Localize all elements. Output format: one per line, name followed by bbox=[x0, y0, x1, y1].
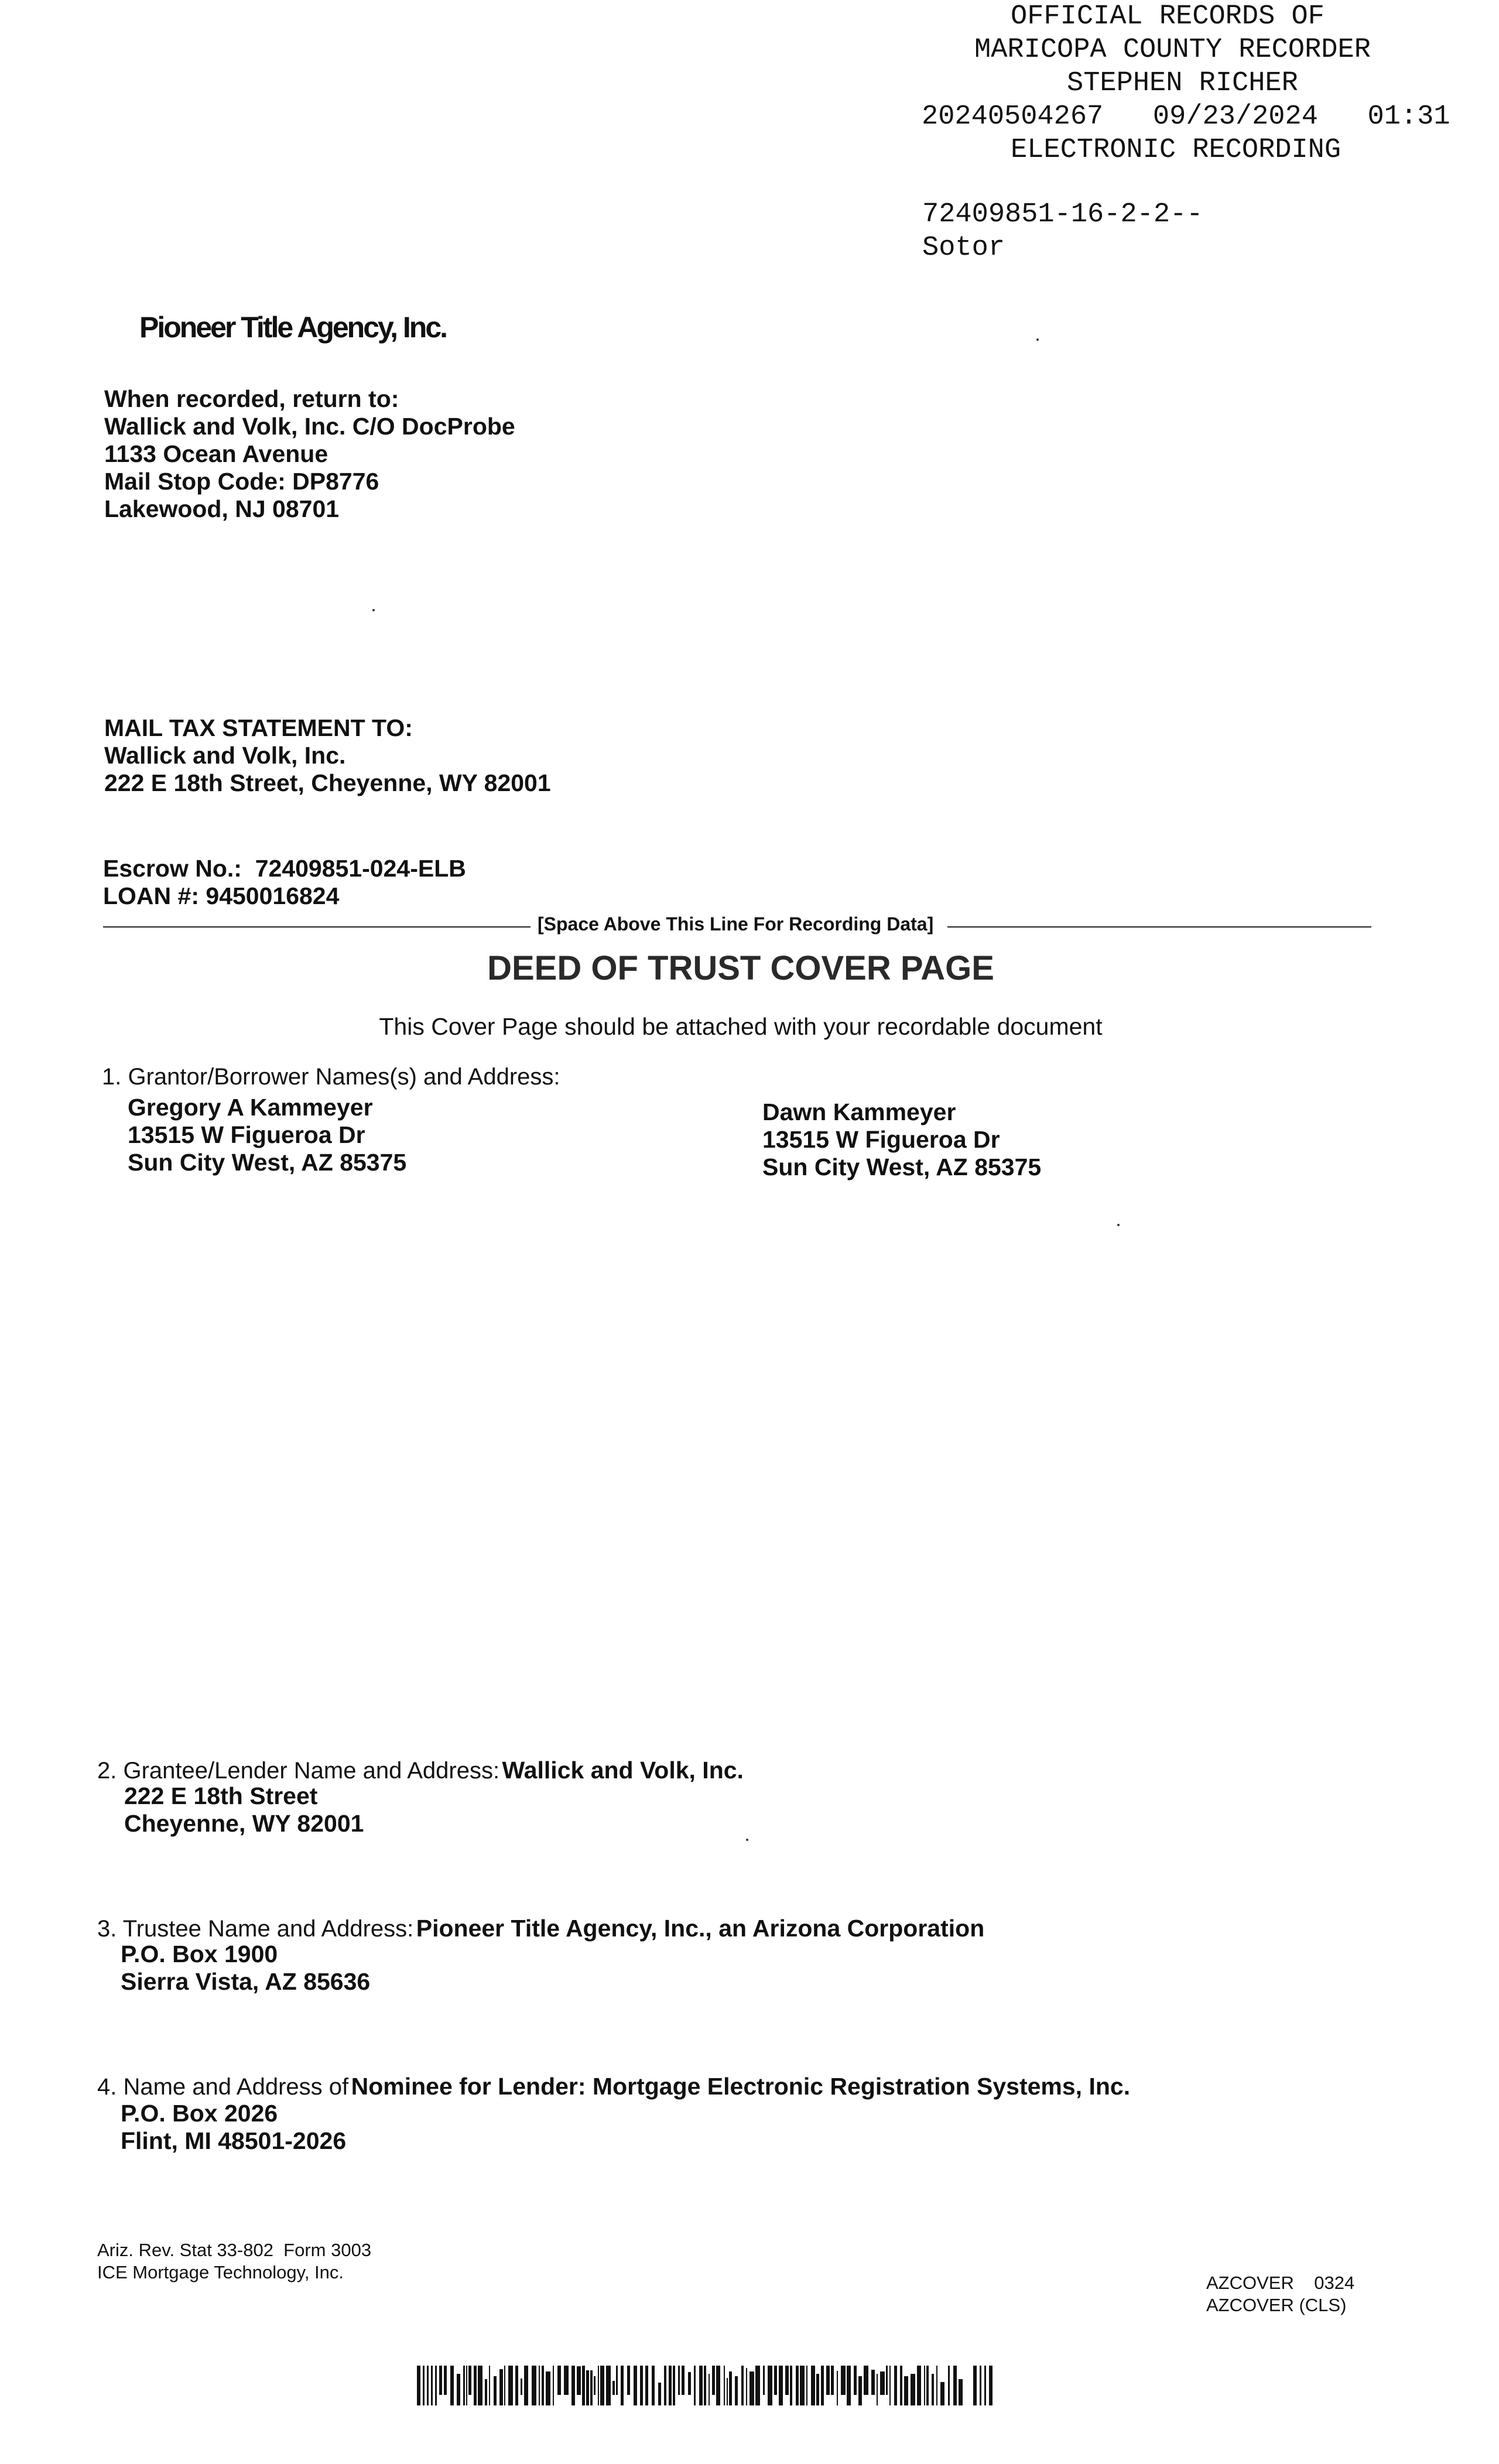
escrow-number: Escrow No.: 72409851-024-ELB bbox=[103, 855, 466, 882]
nominee-address-line: Flint, MI 48501-2026 bbox=[121, 2127, 347, 2154]
trustee-address-line: P.O. Box 1900 bbox=[121, 1941, 278, 1967]
borrower-street: 13515 W Figueroa Dr bbox=[762, 1126, 1000, 1153]
stamp-line-county: MARICOPA COUNTY RECORDER bbox=[974, 35, 1371, 66]
stamp-reference bbox=[922, 198, 1203, 265]
grantee-address-line: 222 E 18th Street bbox=[124, 1782, 318, 1809]
escrow-block bbox=[103, 855, 466, 910]
loan-number: LOAN #: 9450016824 bbox=[103, 882, 340, 909]
nominee-address-line: P.O. Box 2026 bbox=[121, 2100, 278, 2127]
borrower-address bbox=[762, 1098, 1041, 1181]
return-to-line: Wallick and Volk, Inc. C/O DocProbe bbox=[104, 413, 515, 440]
trustee-address-line: Sierra Vista, AZ 85636 bbox=[121, 1968, 371, 1995]
stamp-line-official: OFFICIAL RECORDS OF bbox=[1011, 1, 1325, 32]
cover-form-code bbox=[1206, 2272, 1354, 2316]
grantee-address bbox=[124, 1782, 364, 1837]
agency-logo: Pioneer Title Agency, Inc. bbox=[139, 311, 447, 344]
tax-statement-block bbox=[104, 714, 551, 797]
stamp-reference-number: 72409851-16-2-2-- bbox=[922, 199, 1203, 230]
stamp-line-number-date: 20240504267 09/23/2024 01:31 bbox=[922, 101, 1450, 132]
form-info bbox=[97, 2239, 371, 2284]
return-to-block bbox=[104, 385, 515, 523]
return-to-line: Mail Stop Code: DP8776 bbox=[104, 468, 379, 495]
cover-code-line: AZCOVER 0324 bbox=[1206, 2273, 1355, 2293]
barcode-graphic bbox=[417, 2366, 1000, 2405]
borrower-name: Gregory A Kammeyer bbox=[128, 1094, 373, 1121]
borrower-address bbox=[128, 1094, 406, 1176]
stamp-line-electronic: ELECTRONIC RECORDING bbox=[1011, 135, 1341, 166]
borrower-name: Dawn Kammeyer bbox=[762, 1098, 956, 1125]
tax-statement-line: 222 E 18th Street, Cheyenne, WY 82001 bbox=[104, 769, 551, 796]
nominee-address bbox=[121, 2100, 346, 2155]
stamp-initials: Sotor bbox=[922, 232, 1005, 263]
document-subtitle: This Cover Page should be attached with your recordable document bbox=[379, 1013, 1103, 1040]
trustee-address bbox=[121, 1941, 370, 1996]
trustee-name: Pioneer Title Agency, Inc., an Arizona Corporation bbox=[416, 1915, 985, 1942]
recorder-stamp bbox=[913, 0, 1499, 167]
borrower-city: Sun City West, AZ 85375 bbox=[128, 1149, 407, 1176]
scan-speck bbox=[746, 1839, 748, 1841]
stamp-line-recorder: STEPHEN RICHER bbox=[1067, 68, 1298, 99]
trustee-label: 3. Trustee Name and Address: bbox=[97, 1916, 414, 1942]
nominee-row bbox=[97, 2073, 1130, 2100]
grantee-row bbox=[97, 1757, 744, 1784]
grantor-label: 1. Grantor/Borrower Names(s) and Address: bbox=[102, 1064, 560, 1090]
tax-statement-line: Wallick and Volk, Inc. bbox=[104, 742, 346, 769]
borrower-street: 13515 W Figueroa Dr bbox=[128, 1121, 365, 1148]
grantee-name: Wallick and Volk, Inc. bbox=[502, 1757, 744, 1784]
divider-rule-left bbox=[103, 926, 531, 928]
recording-data-divider bbox=[103, 913, 1371, 937]
borrower-city: Sun City West, AZ 85375 bbox=[762, 1154, 1042, 1180]
scan-speck bbox=[1036, 338, 1039, 341]
nominee-name: Nominee for Lender: Mortgage Electronic Registration Systems, Inc. bbox=[351, 2073, 1131, 2100]
return-to-heading: When recorded, return to: bbox=[104, 385, 399, 412]
trustee-row bbox=[97, 1915, 984, 1942]
return-to-line: Lakewood, NJ 08701 bbox=[104, 495, 340, 522]
form-info-line: ICE Mortgage Technology, Inc. bbox=[97, 2262, 344, 2282]
tax-statement-heading: MAIL TAX STATEMENT TO: bbox=[104, 714, 413, 741]
divider-rule-right bbox=[947, 926, 1371, 928]
return-to-line: 1133 Ocean Avenue bbox=[104, 440, 328, 467]
form-info-line: Ariz. Rev. Stat 33-802 Form 3003 bbox=[97, 2240, 372, 2260]
grantee-label: 2. Grantee/Lender Name and Address: bbox=[97, 1758, 500, 1784]
grantee-address-line: Cheyenne, WY 82001 bbox=[124, 1810, 364, 1837]
document-title: DEED OF TRUST COVER PAGE bbox=[487, 949, 994, 987]
scan-speck bbox=[1117, 1224, 1120, 1226]
cover-code-line: AZCOVER (CLS) bbox=[1206, 2295, 1347, 2315]
scan-speck bbox=[372, 609, 375, 611]
space-above-label: [Space Above This Line For Recording Data] bbox=[538, 913, 934, 935]
nominee-label: 4. Name and Address of bbox=[97, 2074, 349, 2100]
